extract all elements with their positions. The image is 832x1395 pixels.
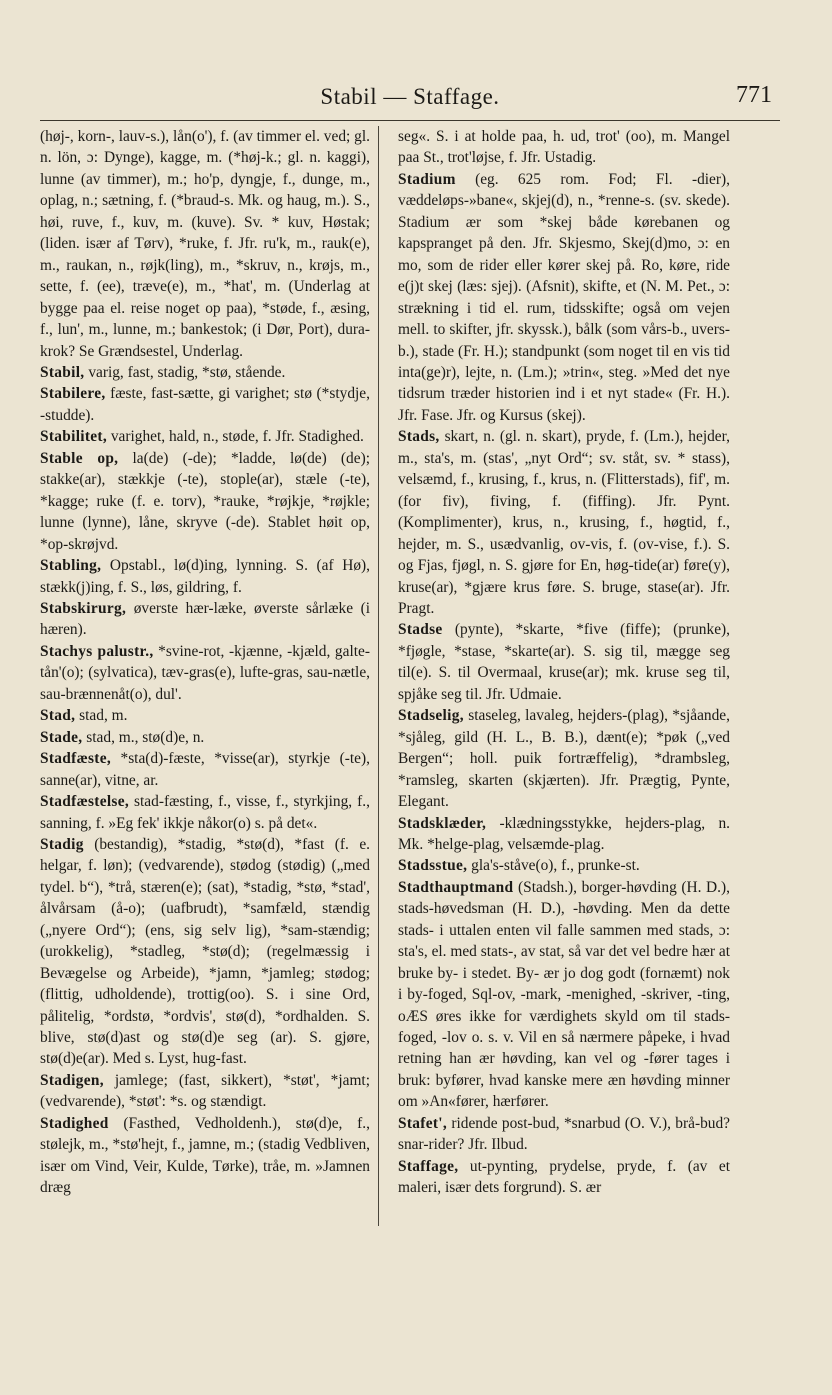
headword: Stadsklæder, — [398, 814, 487, 832]
dictionary-entry — [40, 598, 370, 641]
dictionary-entry — [40, 705, 370, 726]
entry-text: -klædningsstykke, hejders-plag, n. Mk. *helge-plag, velsæmde-plag. — [398, 814, 730, 853]
entry-text: *sta(d)-fæste, *visse(ar), styrkje (-te), sanne(ar), vitne, ar. — [40, 750, 370, 789]
headword: Stafet', — [398, 1114, 447, 1132]
entry-text: (høj-, korn-, lauv-s.), lån(o'), f. (av timmer el. ved; gl. n. lön, ɔ: Dynge), kagge, m. (*høj-k.; gl. n. kaggi), lunne (av timmer), m.; ho'p, dyngje, f., dunge, m., oplag, n.; sætning, f. (*braud-s. Mk. og haug, m.). S., høi, ruve, f., kuv, m. (kuve). Sv. * kuv, Høstak; (liden. især af Tørv), *ruke, f. Jfr. ru'k, m., rauk(e), m., raukan, n., røjk(ling), m., *skruv, n., krøjs, m., sette, f. (ee), træve(e), m., *hat', m. (Underlag at bygge paa el. reise noget op paa), *støde, f., æsing, f., lun', m., lunne, m.; bankestok; (i Dør, Port), dura-krok? Se Grændsestel, Underlag. — [40, 128, 370, 360]
headword: Stad, — [40, 707, 76, 725]
left-column — [40, 126, 370, 1199]
entry-text: staseleg, lavaleg, hejders-(plag), *sjåande, *sjåleg, gild (H. L., B. B.), dænt(e); *pøk („ved Bergen“; holl. puik fortræffelig), *drambsleg, *ramsleg, skarten (skjærten). Jfr. Prægtig, Pynte, Elegant. — [398, 707, 730, 811]
headword: Stadsstue, — [398, 857, 468, 875]
dictionary-entry — [40, 448, 370, 555]
dictionary-entry — [40, 383, 370, 426]
entry-text: (Fasthed, Vedholdenh.), stø(d)e, f., stølejk, m., *stø'hejt, f., jamne, m.; (stadig Vedbliven, især om Vind, Veir, Kulde, Tørke), tråe, m. »Jamnen dræg — [40, 1114, 370, 1197]
headword: Stabil, — [40, 363, 85, 381]
headword: Stadig — [40, 835, 84, 853]
right-column — [398, 126, 730, 1199]
headword: Stadium — [398, 170, 456, 188]
headword: Stadigen, — [40, 1071, 104, 1089]
entry-text: la(de) (-de); *ladde, lø(de) (de); stakke(ar), stækkje (-te), stople(ar), stæle (-te), *kagge; ruke (f. e. torv), *rauke, *røjkje, *røjkle; lunne (lynne), låne, skryve (-de). Stablet høit op, *op-skrøjvd. — [40, 449, 370, 553]
entry-text: ridende post-bud, *snarbud (O. V.), brå-bud? snar-rider? Jfr. Ilbud. — [398, 1114, 730, 1154]
entry-text: (pynte), *skarte, *five (fiffe); (prunke), *fjøgle, *stase, *skarte(ar). S. sig til, mægge seg til(e). S. til Overmaal, kruse(ar); mk. kruse seg til, spjåke seg til. Jfr. Udmaie. — [398, 621, 730, 703]
dictionary-entry — [398, 126, 730, 169]
running-title: Stabil — Staffage. — [320, 84, 500, 109]
dictionary-entry — [398, 877, 730, 1113]
entry-text: (eg. 625 rom. Fod; Fl. -dier), væddeløps-»bane«, skjej(d), n., *renne-s. (sv. skede). Stadium ær som *skej både kørebanen og kapspranget på den. Jfr. Skjesmo, Skej(d)mo, ɔ: en mo, som de rider eller kører skej på. Ro, køre, ride e(j)t skej (læs: sjej). (Afsnit), skifte, et (N. M. Pet., ɔ: strækning i tid el. rum, tidsskifte; også om vejen mell. to skifter, jfr. skyssk.), bålk (som vårs-b., uvers-b.), stade (Fr. H.); standpunkt (som noget til en vis tid inta(ge)r), lejte, n. (Lm.); »trin«, steg. »Med det nye tidsrum træder historien ind i et nyt stade« (Fr. H.). Jfr. Fase. Jfr. og Kursus (skej). — [398, 170, 730, 424]
entry-text: seg«. S. i at holde paa, h. ud, trot' (oo), m. Mangel paa St., trot'løjse, f. Jfr. Ustadig. — [398, 128, 730, 167]
entry-text: varighet, hald, n., støde, f. Jfr. Stadighed. — [110, 428, 364, 446]
dictionary-entry — [40, 727, 370, 748]
headword: Stabskirurg, — [40, 599, 127, 617]
dictionary-entry — [40, 362, 370, 383]
dictionary-entry — [398, 855, 730, 876]
entry-text: øverste hær-læke, øverste sårlæke (i hæren). — [40, 599, 370, 639]
dictionary-entry — [398, 169, 730, 426]
headword: Stabilitet, — [40, 428, 107, 446]
headword: Stabilere, — [40, 385, 106, 403]
entry-text: gla's-ståve(o), f., prunke-st. — [471, 857, 640, 875]
headword: Stabling, — [40, 557, 102, 575]
entry-text: stad, m., stø(d)e, n. — [86, 728, 205, 746]
dictionary-entry — [40, 1070, 370, 1113]
dictionary-entry — [398, 619, 730, 705]
entry-text: ut-pynting, prydelse, pryde, f. (av et maleri, især dets forgrund). S. ær — [398, 1157, 730, 1197]
entry-text: (Stadsh.), borger-høvding (H. D.), stads-høvedsman (H. D.), -høvding. Men da dette stads- i uttalen enten vil falle sammen med stads, ɔ: sta's, el. med stats-, av stat, så var det vel bedre hær at bruke by- i stedet. By- ær jo dog godt (fornæmt) nok i by-foged, Sql-ov, -mark, -menighed, -skriver, -ting, oÆS øres ikke for værdighets skyld om til stads-foged, -lov o. s. v. Vil en så nærmere påpeke, i hvad retning han ær høvding, kan vel og -fører tages i bruk: byfører, hvad kanske mere æn høvding minner om »An«fører, hærfører. — [398, 878, 730, 1111]
headword: Staffage, — [398, 1157, 459, 1175]
entry-text: jamlege; (fast, sikkert), *støt', *jamt; (vedvarende), *støt': *s. og stændigt. — [40, 1071, 370, 1111]
dictionary-entry — [40, 748, 370, 791]
dictionary-entry — [40, 791, 370, 834]
headword: Stads, — [398, 428, 440, 446]
entry-text: stad-fæsting, f., visse, f., styrkjing, f., sanning, f. »Eg fek' ikkje nåkor(o) s. på det«. — [40, 793, 370, 832]
dictionary-entry — [40, 1113, 370, 1199]
headword: Stadighed — [40, 1114, 109, 1132]
headword: Stadthauptmand — [398, 878, 514, 896]
dictionary-entry — [40, 426, 370, 447]
page-number: 771 — [736, 82, 772, 108]
page-header — [40, 76, 780, 116]
headword: Stachys palustr., — [40, 642, 154, 660]
entry-text: Opstabl., lø(d)ing, lynning. S. (af Hø), stækk(j)ing, f. S., løs, gildring, f. — [40, 557, 370, 596]
headword: Stadfæste, — [40, 750, 111, 768]
entry-text: skart, n. (gl. n. skart), pryde, f. (Lm.), hejder, m., sta's, m. (stas', „nyt Ord“; sv. ståt, sv. * stass), velsæmd, f., krusing, f., krus, n. (Flitterstads), fif', m. (for fiv), fiving, f. (fiffing). Jfr. Pynt. (Komplimenter), krus, n., krusing, f., høgtid, f., hejder, m. S., usædvanlig, ov-vis, f. (ov-vise, f.). S. og Fjas, fjøgl, n. S. gjøre for En, høg-tide(ar) føre(y), kruse(ar), *gjære krus føre. S. bruge, stase(ar). Jfr. Pragt. — [398, 428, 730, 617]
entry-text: fæste, fast-sætte, gi varighet; stø (*stydje, -studde). — [40, 385, 370, 424]
entry-text: stad, m. — [79, 707, 128, 725]
dictionary-entry — [40, 641, 370, 705]
headword: Stadse — [398, 621, 443, 639]
dictionary-entry — [398, 705, 730, 812]
headword: Stadselig, — [398, 707, 464, 725]
headword: Stadfæstelse, — [40, 793, 129, 811]
dictionary-entry — [40, 834, 370, 1070]
entry-text: *svine-rot, -kjænne, -kjæld, galte-tån'(o); (sylvatica), tæv-gras(e), lufte-gras, sau-nætle, sau-brænnenåt(o), dul'. — [40, 642, 370, 703]
headword: Stable op, — [40, 449, 119, 467]
dictionary-entry — [40, 555, 370, 598]
dictionary-entry — [398, 1113, 730, 1156]
headword: Stade, — [40, 728, 83, 746]
column-divider — [378, 126, 379, 1226]
header-rule — [40, 120, 780, 121]
dictionary-entry — [398, 1156, 730, 1199]
entry-text: varig, fast, stadig, *stø, stående. — [88, 363, 286, 381]
dictionary-entry — [398, 813, 730, 856]
dictionary-entry — [40, 126, 370, 362]
dictionary-entry — [398, 426, 730, 619]
entry-text: (bestandig), *stadig, *stø(d), *fast (f. e. helgar, f. løn); (vedvarende), stødog (stødig) („med tydel. b“), *trå, stæren(e); (sat), *stadig, *stø, *stad', ålvårsam (å-o); (uafbrudt), *samfæld, stændig („nyere Ord“); (ens, sig selv lig), *sam-stændig; (urokkelig), *stadleg, *stø(d); (regelmæssig i Bevægelse og Arbeide), *jamn, *jamleg; stødog; (flittig, udholdende), trottig(oo). S. i sine Ord, pålitelig, *ordstø, *ordvis', stø(d), *ordhalden. S. blive, stø(d)ast og stø(d)e seg (ar). S. gjøre, stø(d)e(ar). Med s. Lyst, hug-fast. — [40, 835, 370, 1068]
